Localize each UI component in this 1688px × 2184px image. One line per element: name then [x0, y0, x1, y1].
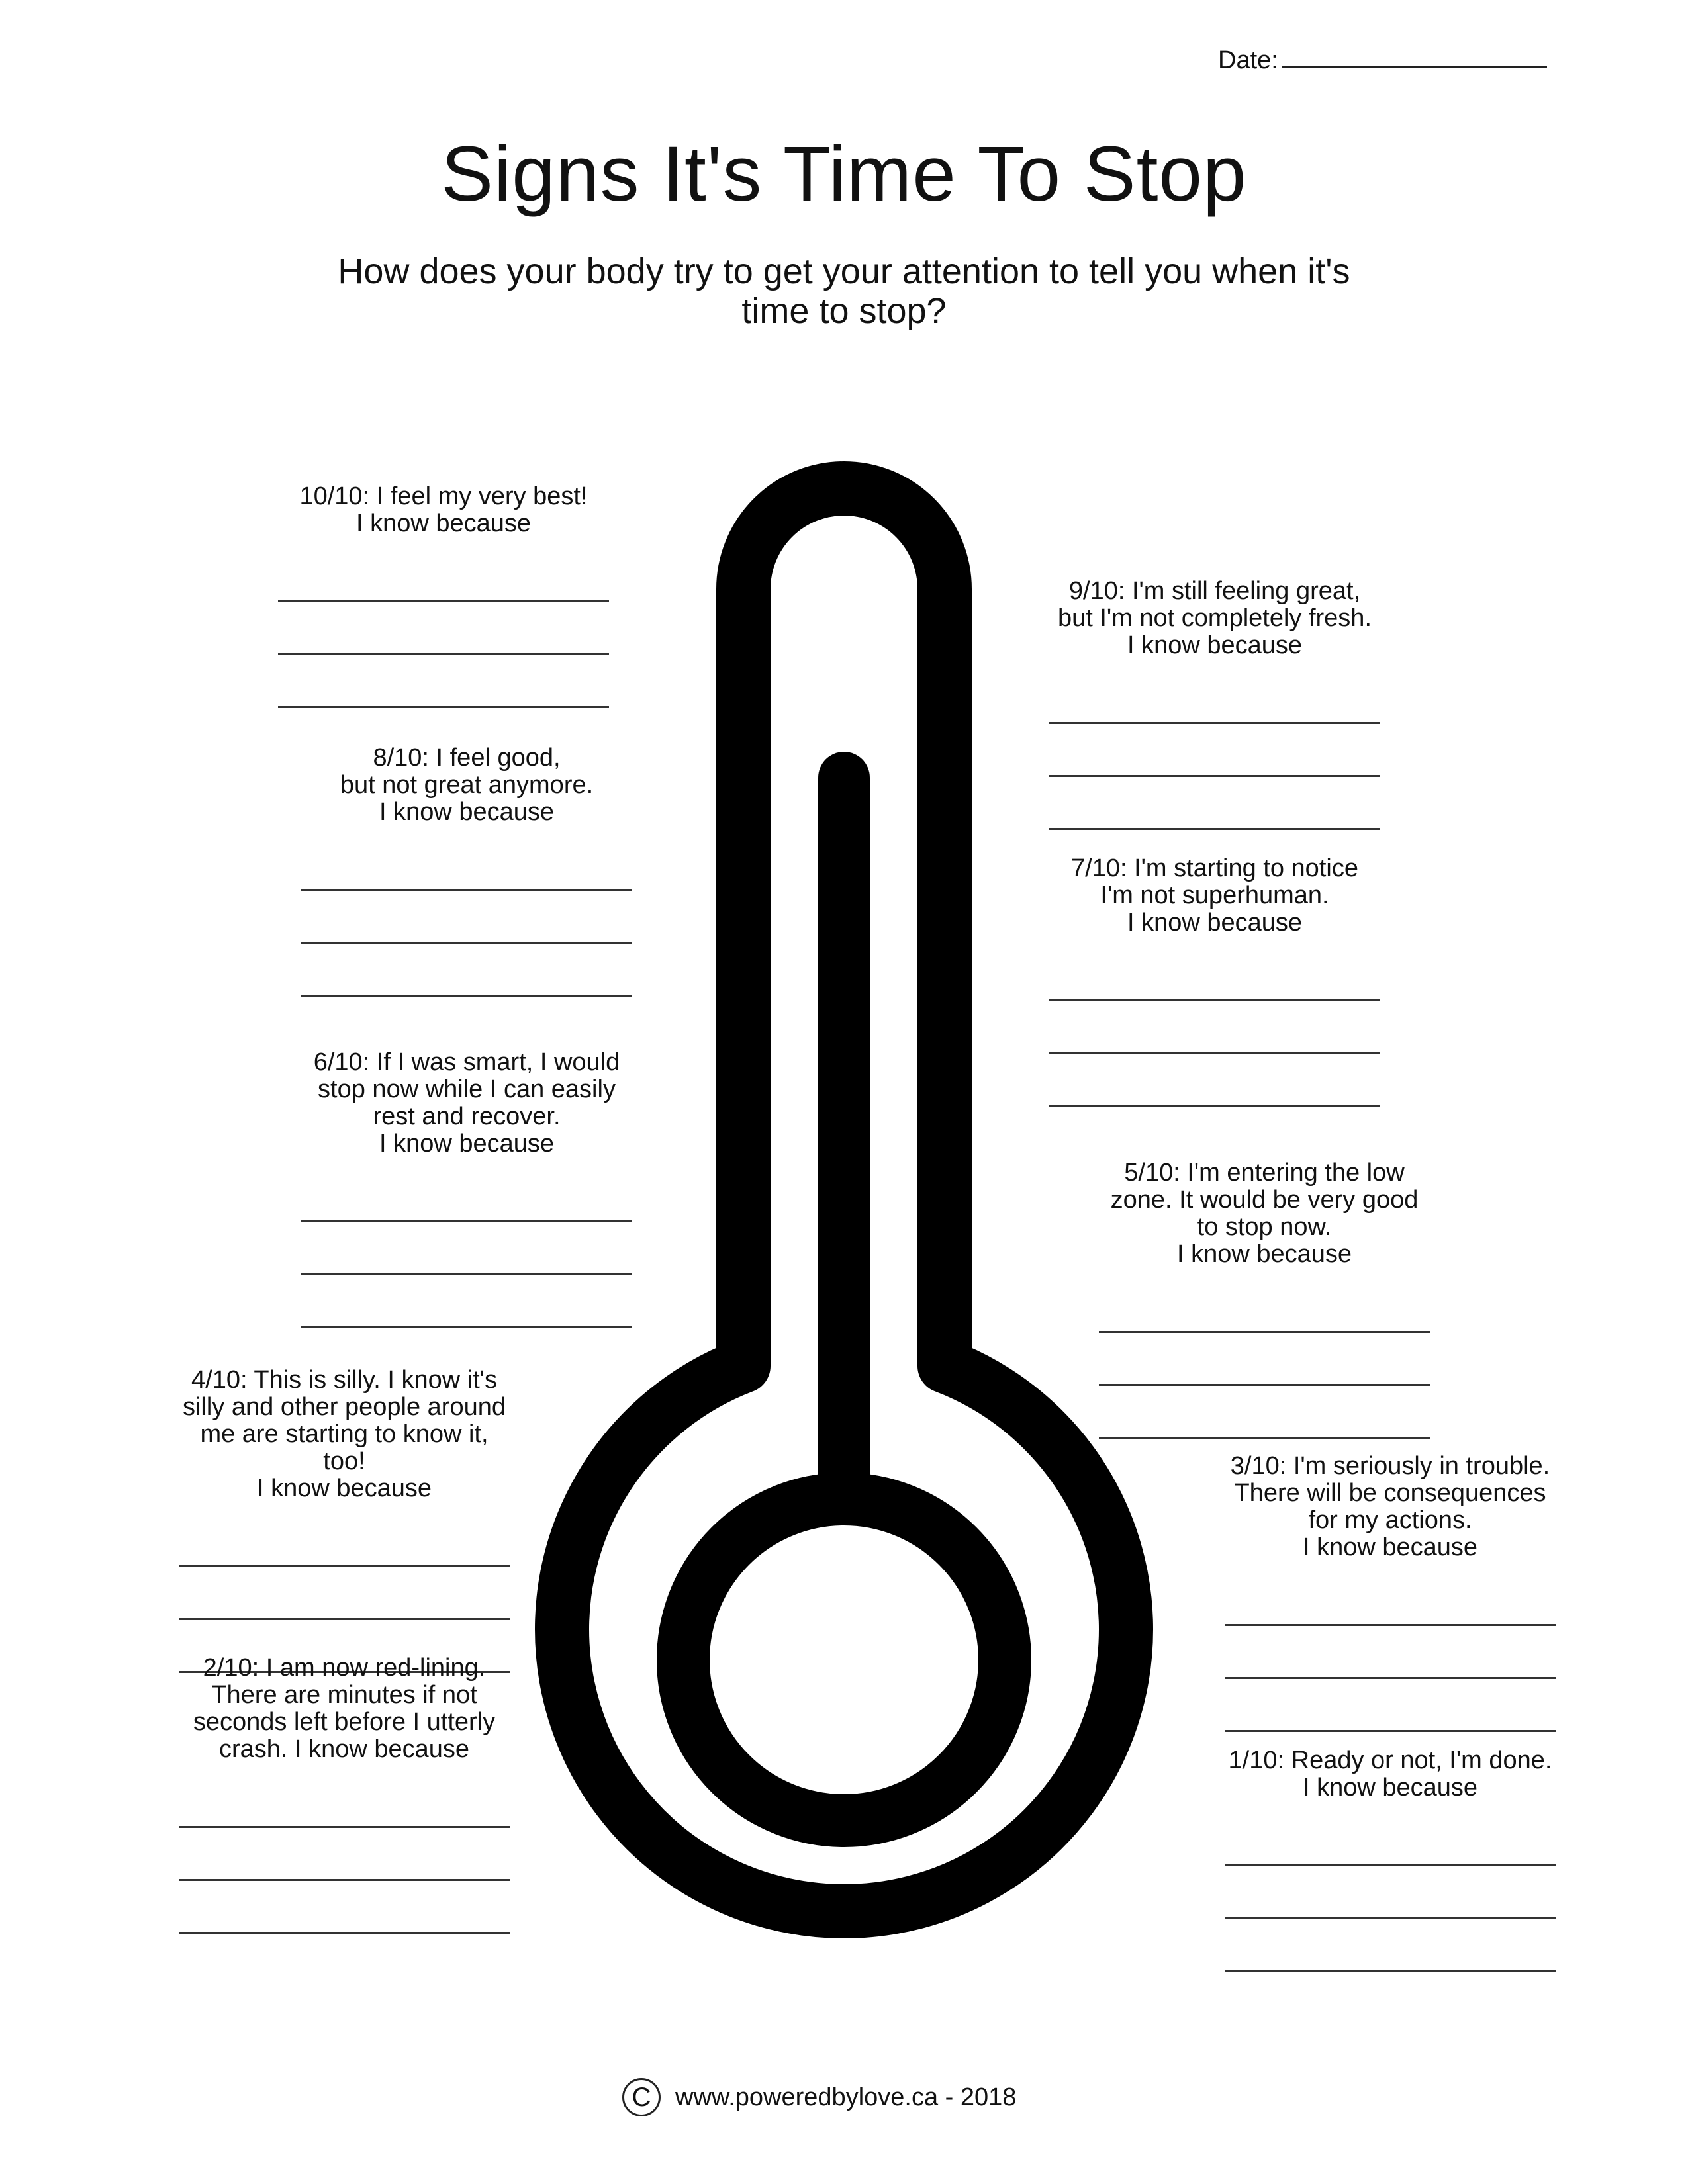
level-9	[1029, 578, 1400, 830]
level-5-line-4: I know because	[1176, 1240, 1352, 1268]
answer-line[interactable]	[301, 1275, 632, 1328]
answer-line[interactable]	[1099, 1333, 1430, 1386]
level-2	[159, 1655, 530, 1934]
level-10-line-1: 10/10: I feel my very best!	[299, 482, 588, 510]
level-6-line-1: 6/10: If I was smart, I would	[313, 1048, 620, 1076]
answer-line[interactable]	[1049, 1054, 1380, 1107]
answer-line[interactable]	[179, 1527, 510, 1567]
level-1	[1205, 1747, 1575, 1972]
answer-line[interactable]	[278, 655, 609, 708]
level-3-line-4: I know because	[1302, 1533, 1478, 1561]
page-subtitle: How does your body try to get your attention to tell you when it's time to stop?	[338, 251, 1350, 331]
level-6-line-4: I know because	[379, 1130, 555, 1158]
level-5-line-1: 5/10: I'm entering the low	[1124, 1159, 1405, 1187]
level-5	[1079, 1160, 1450, 1439]
level-7-line-3: I know because	[1127, 909, 1303, 936]
level-10-line-2: I know because	[355, 510, 532, 537]
level-3-line-2: There will be consequences	[1234, 1479, 1546, 1507]
level-10	[258, 483, 629, 708]
answer-line[interactable]	[1225, 1626, 1556, 1679]
answer-line[interactable]	[1225, 1866, 1556, 1919]
level-9-line-3: I know because	[1127, 631, 1303, 659]
level-8-line-3: I know because	[379, 798, 555, 826]
level-6-line-3: rest and recover.	[373, 1103, 561, 1130]
answer-line[interactable]	[1049, 962, 1380, 1001]
level-4-line-4: too!	[323, 1447, 365, 1475]
answer-line[interactable]	[1099, 1386, 1430, 1439]
level-7	[1029, 855, 1400, 1107]
answer-line[interactable]	[1225, 1827, 1556, 1866]
level-6-line-2: stop now while I can easily	[318, 1075, 616, 1103]
level-4-line-5: I know because	[256, 1475, 432, 1502]
copyright-icon: C	[622, 2078, 661, 2116]
answer-line[interactable]	[301, 891, 632, 944]
answer-line[interactable]	[179, 1567, 510, 1620]
level-8-line-2: but not great anymore.	[340, 771, 594, 799]
level-3-line-3: for my actions.	[1308, 1506, 1472, 1534]
level-3-line-1: 3/10: I'm seriously in trouble.	[1230, 1452, 1550, 1480]
level-8-line-1: 8/10: I feel good,	[373, 744, 561, 772]
level-5-line-3: to stop now.	[1197, 1213, 1332, 1241]
level-2-line-3: seconds left before I utterly	[193, 1708, 496, 1736]
thermometer-bulb-ring	[683, 1499, 1005, 1821]
level-6	[281, 1049, 652, 1328]
answer-line[interactable]	[1049, 684, 1380, 724]
answer-line[interactable]	[1049, 777, 1380, 830]
level-7-line-1: 7/10: I'm starting to notice	[1071, 854, 1358, 882]
answer-line[interactable]	[278, 602, 609, 655]
page-title: Signs It's Time To Stop	[441, 130, 1247, 218]
level-1-line-2: I know because	[1302, 1774, 1478, 1801]
level-3	[1205, 1453, 1575, 1732]
answer-line[interactable]	[1099, 1293, 1430, 1333]
level-2-line-1: 2/10: I am now red-lining.	[203, 1654, 486, 1682]
level-9-line-1: 9/10: I'm still feeling great,	[1068, 577, 1361, 605]
level-2-line-4: crash. I know because	[218, 1735, 470, 1763]
answer-line[interactable]	[1225, 1679, 1556, 1732]
level-8	[281, 745, 652, 997]
answer-line[interactable]	[301, 1222, 632, 1275]
level-7-line-2: I'm not superhuman.	[1100, 882, 1329, 909]
answer-line[interactable]	[179, 1828, 510, 1881]
answer-line[interactable]	[1225, 1586, 1556, 1626]
footer-text: www.poweredbylove.ca - 2018	[675, 2083, 1017, 2111]
level-4-line-2: silly and other people around	[182, 1393, 506, 1421]
answer-line[interactable]	[1049, 724, 1380, 777]
answer-line[interactable]	[301, 944, 632, 997]
answer-line[interactable]	[278, 563, 609, 602]
level-4-line-3: me are starting to know it,	[200, 1420, 489, 1448]
level-2-line-2: There are minutes if not	[211, 1681, 477, 1709]
answer-line[interactable]	[301, 851, 632, 891]
level-4-line-1: 4/10: This is silly. I know it's	[191, 1366, 497, 1394]
answer-line[interactable]	[1225, 1919, 1556, 1972]
answer-line[interactable]	[1049, 1001, 1380, 1054]
level-4	[159, 1367, 530, 1673]
answer-line[interactable]	[179, 1881, 510, 1934]
date-label: Date:	[1218, 46, 1278, 74]
level-5-line-2: zone. It would be very good	[1110, 1186, 1419, 1214]
answer-line[interactable]	[301, 1183, 632, 1222]
level-1-line-1: 1/10: Ready or not, I'm done.	[1228, 1747, 1552, 1774]
footer	[622, 2078, 1016, 2116]
level-9-line-2: but I'm not completely fresh.	[1057, 604, 1372, 632]
answer-line[interactable]	[179, 1788, 510, 1828]
